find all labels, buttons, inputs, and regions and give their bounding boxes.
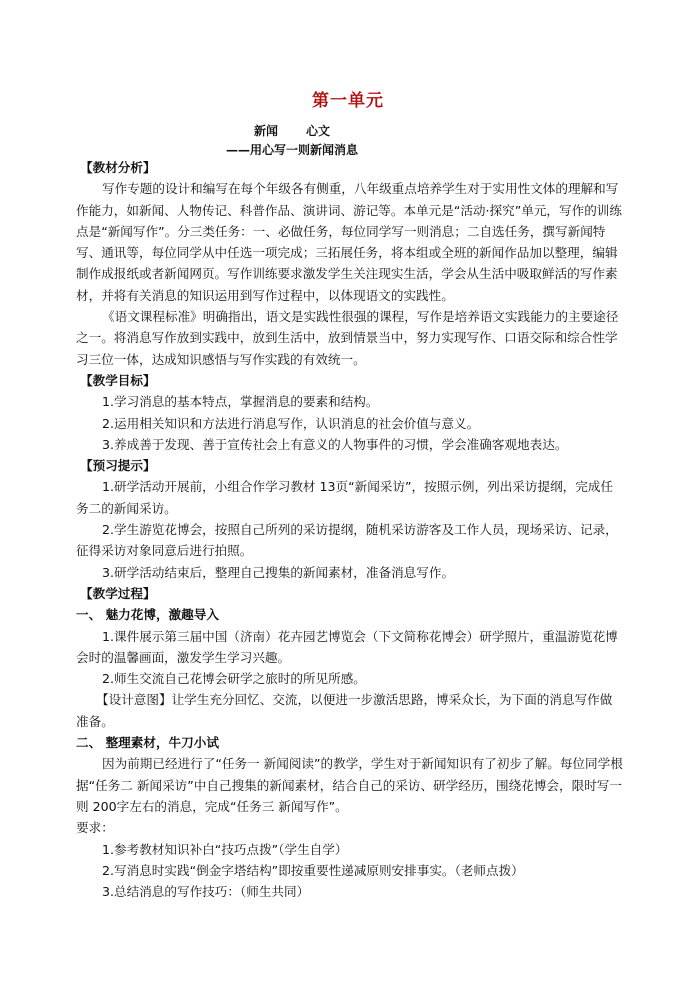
list-item: 3.总结消息的写作技巧：（师生共同） [102, 884, 310, 900]
lesson-subtitle: ——用心写一则新闻消息 [226, 143, 359, 157]
process-part1-heading: 一、 魅力花博，激趣导入 [76, 607, 219, 623]
section-heading-goals: 【教学目标】 [80, 372, 156, 388]
list-item: 1.学习消息的基本特点，掌握消息的要素和结构。 [102, 394, 379, 410]
section-heading-analysis: 【教材分析】 [80, 160, 156, 175]
list-item: 3.养成善于发现、善于宣传社会上有意义的人物事件的习惯，学会准确客观地表达。 [102, 436, 568, 452]
list-item: 1.课件展示第三届中国（济南）花卉园艺博览会（下文简称花博会）研学照片，重温游览花博会时的温馨画面，激发学生学习兴趣。 [76, 628, 618, 665]
list-item: 3.研学活动结束后，整理自己搜集的新闻素材，准备消息写作。 [102, 564, 455, 580]
paragraph: 写作专题的设计和编写在每个年级各有侧重，八年级重点培养学生对于实用性文体的理解和写作能力，如新闻、人物传记、科普作品、演讲词、游记等。本单元是“活动·探究”单元，写作的训练点是“新闻写作”。分三类任务：一、必做任务，每位同学写一则消息；二自选任务，撰写新闻特写、通讯等，每位同学从中任选一项完成；三拓展任务，将本组或全班的新闻作品加以整理，编辑制作成报纸或者新闻网页。写作训练要求激发学生关注现实生活，学会从生活中吸取鲜活的写作素材，并将有关消息的知识运用到写作过程中，以体现语文的实践性。 [76, 181, 622, 303]
lesson-title-part-b: 心文 [306, 124, 331, 138]
process-part2-heading: 二、 整理素材，牛刀小试 [76, 735, 219, 751]
unit-title: 第一单元 [312, 91, 384, 111]
list-item: 2.学生游览花博会，按照自己所列的采访提纲，随机采访游客及工作人员，现场采访、记录，征得采访对象同意后进行拍照。 [76, 522, 618, 559]
design-intent [76, 689, 624, 732]
list-item: 2.运用相关知识和方法进行消息写作，认识消息的社会价值与意义。 [102, 415, 480, 431]
list-item: 1.研学活动开展前，小组合作学习教材 13页“新闻采访”，按照示例，列出采访提纲，完成任务二的新闻采访。 [76, 479, 614, 516]
lesson-title [254, 122, 330, 139]
section-heading-preview: 【预习提示】 [80, 458, 156, 474]
lesson-title-part-a: 新闻 [254, 124, 279, 138]
document-body [76, 157, 624, 902]
list-item: 2.写消息时实践“倒金字塔结构”即按重要性递减原则安排事实。（老师点拨） [102, 862, 524, 878]
design-intent-label: 【设计意图】 [96, 692, 172, 708]
list-item: 1.参考教材知识补白“技巧点拨”（学生自学） [102, 841, 348, 857]
requirements-label: 要求： [76, 820, 114, 836]
section-heading-process: 【教学过程】 [80, 585, 156, 601]
paragraph: 《语文课程标准》明确指出，语文是实践性很强的课程，写作是培养语文实践能力的主要途径之一。将消息写作放到实践中，放到生活中，放到情景当中，努力实现写作、口语交际和综合性学习三位一体，达成知识感悟与写作实践的有效统一。 [76, 309, 619, 367]
paragraph: 因为前期已经进行了“任务一 新闻阅读”的教学，学生对于新闻知识有了初步了解。每位同学根据“任务二 新闻采访”中自己搜集的新闻素材，结合自己的采访、研学经历，围绕花博会，限时写一则 200字左右的消息，完成“任务三 新闻写作”。 [76, 756, 623, 814]
design-intent-text: 让学生充分回忆、交流，以便进一步激活思路，博采众长，为下面的消息写作做准备。 [76, 692, 613, 729]
list-item: 2.师生交流自己花博会研学之旅时的所见所感。 [102, 671, 366, 687]
